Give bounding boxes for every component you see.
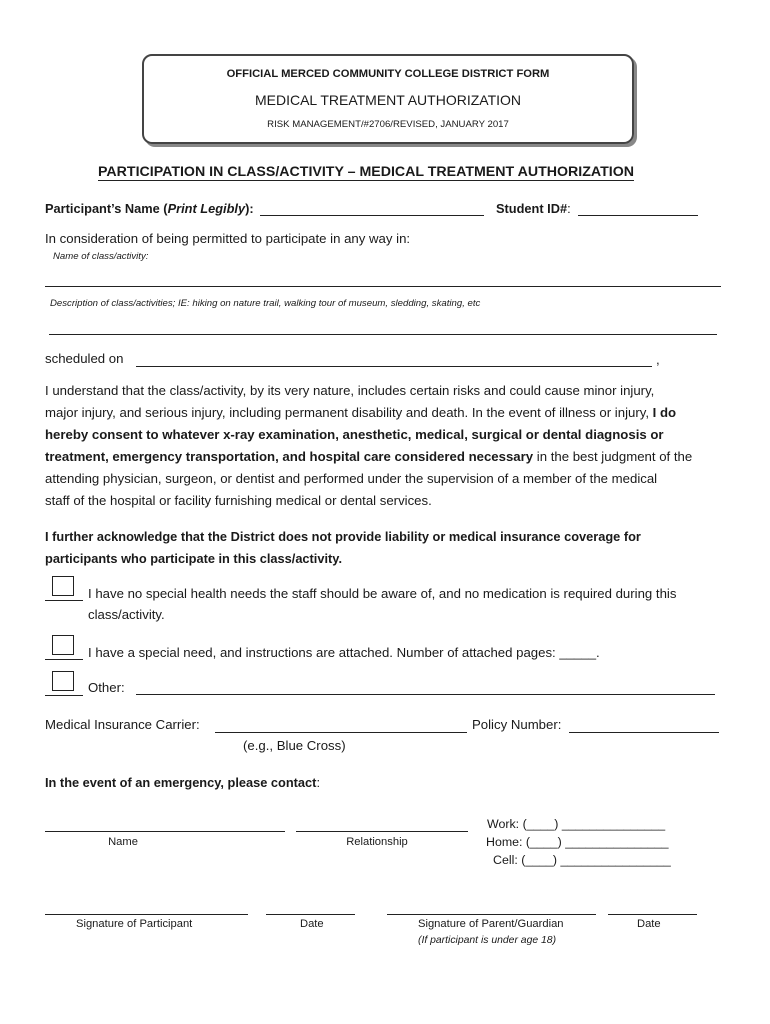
form-header-box xyxy=(142,54,634,144)
emergency-relationship-label: Relationship xyxy=(346,836,408,848)
insurance-carrier-field[interactable] xyxy=(215,732,467,733)
parent-signature-field[interactable] xyxy=(387,914,596,915)
insurance-carrier-label: Medical Insurance Carrier: xyxy=(45,717,200,732)
scheduled-on-label: scheduled on xyxy=(45,351,124,366)
policy-number-label: Policy Number: xyxy=(472,717,562,732)
no-special-needs-blank xyxy=(45,600,83,601)
revision-label: RISK MANAGEMENT/#2706/REVISED, JANUARY 2017 xyxy=(267,119,509,130)
participant-date-label: Date xyxy=(300,918,324,930)
student-id-field[interactable] xyxy=(578,215,698,216)
emergency-name-field[interactable] xyxy=(45,831,285,832)
no-special-needs-checkbox[interactable] xyxy=(52,576,74,596)
participant-signature-label: Signature of Participant xyxy=(76,918,193,930)
participant-signature-field[interactable] xyxy=(45,914,248,915)
parent-date-field[interactable] xyxy=(608,914,697,915)
other-field[interactable] xyxy=(136,694,715,695)
scheduled-comma: , xyxy=(656,352,660,367)
class-name-hint: Name of class/activity: xyxy=(53,251,149,262)
work-phone[interactable]: Work: (____) _______________ xyxy=(487,817,666,831)
parent-date-label: Date xyxy=(637,918,661,930)
official-form-label: OFFICIAL MERCED COMMUNITY COLLEGE DISTRICT FORM xyxy=(226,68,550,80)
parent-signature-label: Signature of Parent/Guardian xyxy=(418,918,564,930)
acknowledge-paragraph: I further acknowledge that the District does not provide liability or medical insurance coverage for participants who participate in this class/activity. xyxy=(45,529,641,566)
other-blank xyxy=(45,695,83,696)
insurance-example: (e.g., Blue Cross) xyxy=(243,738,346,753)
description-hint: Description of class/activities; IE: hiking on nature trail, walking tour of museum, sledding, skating, etc xyxy=(50,298,481,309)
home-phone[interactable]: Home: (____) _______________ xyxy=(486,835,669,849)
scheduled-on-field[interactable] xyxy=(136,366,652,367)
participant-name-field[interactable] xyxy=(260,215,484,216)
policy-number-field[interactable] xyxy=(569,732,719,733)
no-special-needs-text-2: class/activity. xyxy=(88,607,165,622)
consent-paragraph: I understand that the class/activity, by its very nature, includes certain risks and could cause minor injury, major injury, and serious injury, including permanent disability and death. In the event of illness or injury, I do hereby consent to whatever x-ray examination, anesthetic, medical, surgical or dental diagnosis or treatment, emergency transportation, and hospital care considered necessary in the best judgment of the attending physician, surgeon, or dentist and performed under the supervision of a member of the medical staff of the hospital or facility furnishing medical or dental services. xyxy=(45,383,693,508)
emergency-name-label: Name xyxy=(108,836,138,848)
no-special-needs-text: I have no special health needs the staff should be aware of, and no medication is required during this xyxy=(88,586,677,601)
other-checkbox[interactable] xyxy=(52,671,74,691)
other-label: Other: xyxy=(88,680,125,695)
student-id-label: Student ID#: xyxy=(496,201,571,216)
special-need-blank xyxy=(45,659,83,660)
parent-age-note: (If participant is under age 18) xyxy=(418,935,557,946)
emergency-heading: In the event of an emergency, please contact: xyxy=(45,775,320,790)
special-need-text: I have a special need, and instructions are attached. Number of attached pages: _____. xyxy=(88,645,600,660)
emergency-relationship-field[interactable] xyxy=(296,831,468,832)
participant-name-label: Participant’s Name (Print Legibly): xyxy=(45,201,254,216)
cell-phone[interactable]: Cell: (____) ________________ xyxy=(493,853,671,867)
main-title: PARTICIPATION IN CLASS/ACTIVITY – MEDICAL TREATMENT AUTHORIZATION xyxy=(98,164,634,180)
description-field[interactable] xyxy=(49,334,717,335)
form-title: MEDICAL TREATMENT AUTHORIZATION xyxy=(254,92,522,108)
class-name-field[interactable] xyxy=(45,286,721,287)
participant-date-field[interactable] xyxy=(266,914,355,915)
consideration-text: In consideration of being permitted to participate in any way in: xyxy=(45,231,411,246)
special-need-checkbox[interactable] xyxy=(52,635,74,655)
